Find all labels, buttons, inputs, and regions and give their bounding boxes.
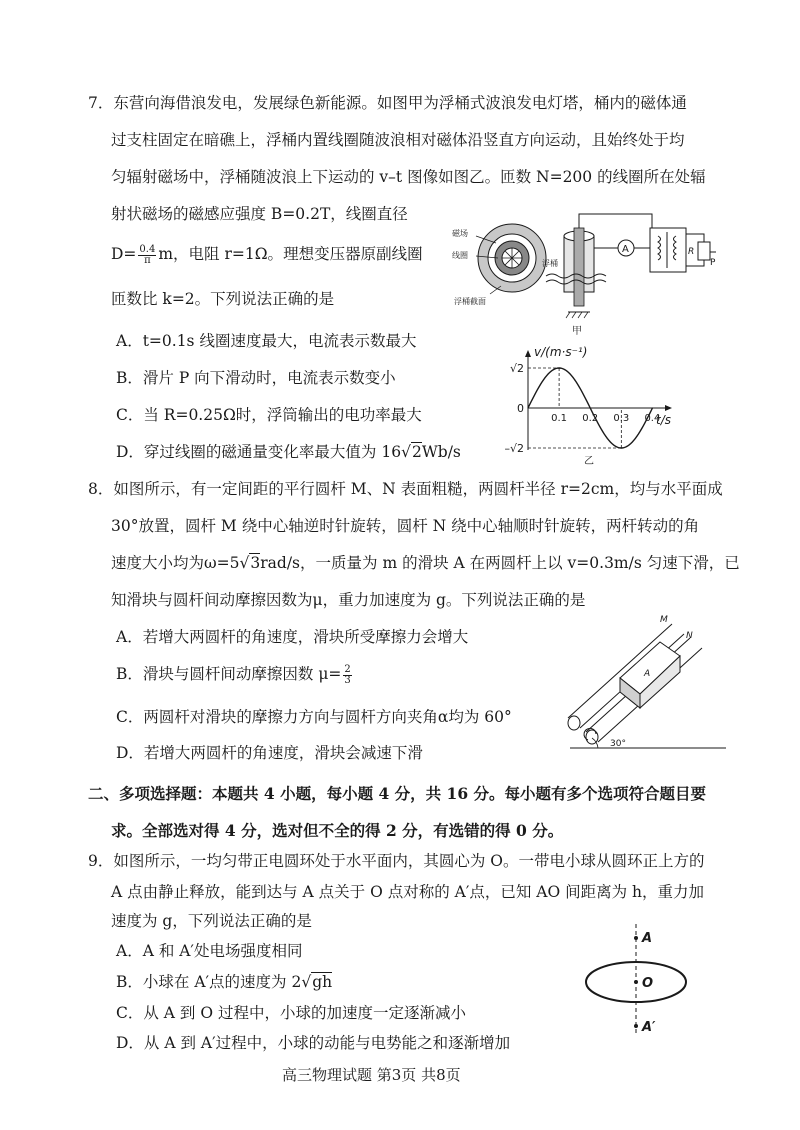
q8-line-3-post: rad/s，一质量为 m 的滑块 A 在两圆杆上以 v=0.3m/s 匀速下滑，已 — [260, 554, 740, 572]
y-axis-arrow — [525, 350, 531, 357]
q7-line-5-post: m，电阻 r=1Ω。理想变压器原副线圈 — [158, 245, 423, 263]
figure-jia-caption: 甲 — [572, 326, 582, 337]
y-tick-label: 0 — [517, 402, 524, 415]
label-buoy-section: 浮桶截面 — [454, 297, 486, 306]
q8-fraction-numerator: 2 — [344, 663, 351, 675]
q9-option-d: D．从 A 到 A′过程中，小球的动能与电势能之和逐渐增加 — [116, 1034, 511, 1052]
point-a — [634, 936, 638, 940]
velocity-data-point — [574, 379, 575, 380]
q7-option-d — [116, 441, 461, 463]
velocity-data-point — [605, 436, 606, 437]
q8-line-2: 30°放置，圆杆 M 绕中心轴逆时针旋转，圆杆 N 绕中心轴顺时针旋转，两杆转动的角 — [111, 517, 700, 535]
q9-sqrt-symbol: √ — [301, 973, 312, 991]
section-2-heading-line-1: 二、多项选择题：本题共 4 小题，每小题 4 分，共 16 分。每小题有多个选项符合题目要 — [88, 784, 707, 803]
x-tick-label: 0.3 — [613, 413, 630, 424]
q8-line-3-pre: 速度大小均为ω=5 — [111, 554, 240, 572]
q8-option-c: C．两圆杆对滑块的摩擦力方向与圆杆方向夹角α均为 60° — [116, 708, 512, 726]
q7-option-b: B．滑片 P 向下滑动时，电流表示数变小 — [116, 369, 396, 387]
q8-option-d: D．若增大两圆杆的角速度，滑块会减速下滑 — [116, 744, 423, 762]
q7-sqrt-symbol: √ — [401, 443, 411, 461]
transformer — [650, 228, 686, 272]
wire-top — [579, 214, 652, 228]
q8-line-3 — [111, 552, 740, 574]
q8-mu-fraction — [343, 665, 351, 686]
q7-line-4: 射状磁场的磁感应强度 B=0.2T，线圈直径 — [111, 205, 408, 223]
q8-sqrt-symbol: √ — [239, 554, 250, 572]
q7-line-5 — [111, 243, 423, 266]
velocity-data-point — [636, 436, 637, 437]
q7-diameter-fraction — [138, 245, 156, 266]
q9-option-b-pre: B．小球在 A′点的速度为 2 — [116, 973, 302, 991]
q8-option-b-pre: B．滑块与圆杆间动摩擦因数 μ= — [116, 665, 342, 683]
label-a-prime: A′ — [642, 1020, 656, 1035]
label-float: 浮桶 — [542, 259, 558, 268]
x-tick-label: 0.4 — [644, 413, 661, 424]
label-ammeter: A — [622, 244, 629, 255]
velocity-data-point — [652, 407, 653, 408]
section-2-heading-line-2: 求。全部选对得 4 分，选对但不全的得 2 分，有选错的得 0 分。 — [111, 821, 564, 840]
y-tick-label: –√2 — [504, 442, 524, 455]
x-tick-label: 0.1 — [551, 413, 568, 424]
q7-line-6: 匝数比 k=2。下列说法正确的是 — [111, 290, 335, 308]
magnet-pillar — [574, 228, 584, 306]
q7-option-a: A．t=0.1s 线圈速度最大，电流表示数最大 — [116, 332, 417, 350]
q8-option-b — [116, 663, 354, 686]
q7-option-c: C．当 R=0.25Ω时，浮筒输出的电功率最大 — [116, 406, 422, 424]
point-o — [634, 980, 638, 984]
label-block-a: A — [644, 669, 651, 679]
q7-option-d-post: Wb/s — [421, 443, 461, 461]
figure-charged-ring — [580, 920, 700, 1040]
label-angle: 30° — [610, 739, 626, 749]
velocity-data-point — [543, 379, 544, 380]
y-tick-label: √2 — [509, 362, 524, 375]
q7-line-3: 匀辐射磁场中，浮桶随波浪上下运动的 v–t 图像如图乙。匝数 N=200 的线圈所在处辐 — [111, 168, 706, 186]
figure-inclined-rods — [560, 608, 730, 756]
q7-fraction-numerator: 0.4 — [139, 243, 156, 255]
q9-line-2: A 点由静止释放，能到达与 A 点关于 O 点对称的 A′点，已知 AO 间距离为 h，重力加 — [111, 883, 705, 901]
q9-option-b — [116, 971, 332, 993]
q8-line-1: 8．如图所示，有一定间距的平行圆杆 M、N 表面粗糙，两圆杆半径 r=2cm，均与水平面成 — [88, 480, 723, 498]
label-coil: 线圈 — [452, 251, 468, 260]
label-resistor: R — [688, 247, 695, 257]
q8-fraction-denominator: 3 — [344, 674, 351, 686]
label-rod-m: M — [660, 615, 668, 625]
q7-option-d-pre: D．穿过线圈的磁通量变化率最大值为 16 — [116, 443, 402, 461]
figure-jia-buoy-generator — [446, 208, 722, 338]
q8-option-a: A．若增大两圆杆的角速度，滑块所受摩擦力会增大 — [116, 628, 469, 646]
label-slider-p: P — [710, 258, 716, 268]
q9-option-a: A．A 和 A′处电场强度相同 — [116, 942, 303, 960]
figure-yi-vt-chart — [498, 340, 688, 466]
figure-yi-caption: 乙 — [584, 456, 594, 467]
rod-m-end — [568, 716, 580, 730]
x-axis-arrow — [665, 405, 672, 411]
page-footer: 高三物理试题 第3页 共8页 — [282, 1066, 461, 1084]
velocity-data-point — [590, 407, 591, 408]
label-magnet: 磁场 — [452, 229, 468, 238]
q9-line-3: 速度为 g，下列说法正确的是 — [111, 912, 312, 930]
velocity-data-point — [527, 407, 528, 408]
q7-line-2: 过支柱固定在暗礁上，浮桶内置线圈随波浪相对磁体沿竖直方向运动，且始终处于均 — [111, 131, 685, 149]
x-tick-label: 0.2 — [582, 413, 599, 424]
velocity-data-point — [621, 447, 622, 448]
q9-option-b-radicand: gh — [312, 973, 333, 991]
velocity-data-point — [559, 367, 560, 368]
q7-line-1: 7．东营向海借浪发电，发展绿色新能源。如图甲为浮桶式波浪发电灯塔，桶内的磁体通 — [88, 94, 687, 112]
label-rod-n: N — [686, 631, 693, 641]
q9-option-c: C．从 A 到 O 过程中，小球的加速度一定逐渐减小 — [116, 1004, 466, 1022]
q8-line-3-radicand: 3 — [250, 554, 261, 572]
q7-line-5-pre: D= — [111, 245, 137, 263]
point-a-prime — [634, 1024, 638, 1028]
q8-line-4: 知滑块与圆杆间动摩擦因数为μ，重力加速度为 g。下列说法正确的是 — [111, 591, 586, 609]
resistor-r — [698, 242, 710, 260]
label-o: O — [642, 976, 654, 991]
y-axis-label: v/(m·s⁻¹) — [534, 345, 588, 359]
label-a: A — [642, 931, 653, 946]
q9-line-1: 9．如图所示，一均匀带正电圆环处于水平面内，其圆心为 O。一带电小球从圆环正上方的 — [88, 852, 705, 870]
x-axis-label: t/s — [656, 413, 671, 427]
q7-fraction-denominator: π — [144, 254, 151, 266]
q7-option-d-radicand: 2 — [411, 443, 422, 461]
